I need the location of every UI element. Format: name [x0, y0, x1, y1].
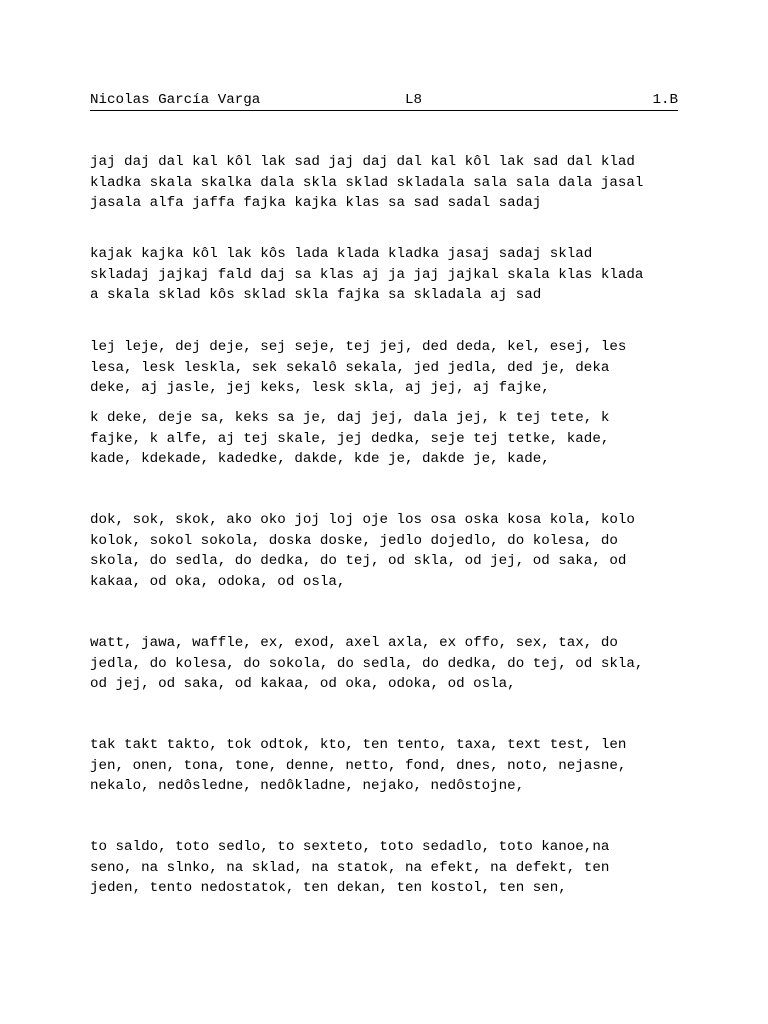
- text-line: to saldo, toto sedlo, to sexteto, toto sedadlo, toto kanoe,na: [90, 839, 610, 855]
- text-line: kakaa, od oka, odoka, od osla,: [90, 573, 346, 590]
- text-line: jen, onen, tona, tone, denne, netto, fond, dnes, noto, nejasne,: [90, 757, 627, 774]
- text-line: jaj daj dal kal kôl lak sad jaj daj dal kal kôl lak sad dal klad: [90, 154, 635, 170]
- paragraph-6: [90, 633, 678, 695]
- text-line: nekalo, nedôsledne, nedôkladne, nejako, nedôstojne,: [90, 778, 525, 795]
- paragraph-3: [90, 337, 678, 399]
- text-line: tak takt takto, tok odtok, kto, ten tento, taxa, text test, len: [90, 737, 627, 753]
- paragraph-7: [90, 735, 678, 797]
- text-line: od jej, od saka, od kakaa, od oka, odoka, od osla,: [90, 676, 516, 693]
- text-line: jeden, tento nedostatok, ten dekan, ten kostol, ten sen,: [90, 880, 567, 897]
- text-line: kade, kdekade, kadedke, dakde, kde je, dakde je, kade,: [90, 451, 550, 468]
- paragraph-4: [90, 408, 678, 470]
- text-line: kladka skala skalka dala skla sklad skladala sala sala dala jasal: [90, 174, 644, 191]
- text-line: dok, sok, skok, ako oko joj loj oje los osa oska kosa kola, kolo: [90, 512, 635, 528]
- author-name: Nicolas García Varga: [90, 92, 261, 108]
- text-line: lej leje, dej deje, sej seje, tej jej, ded deda, kel, esej, les: [90, 339, 627, 355]
- lesson-code: L8: [405, 92, 423, 108]
- paragraph-2: [90, 244, 678, 306]
- text-line: lesa, lesk leskla, sek sekalô sekala, jed jedla, ded je, deka: [90, 359, 610, 376]
- text-line: kajak kajka kôl lak kôs lada klada kladka jasaj sadaj sklad: [90, 246, 593, 262]
- text-line: deke, aj jasle, jej keks, lesk skla, aj jej, aj fajke,: [90, 380, 550, 397]
- text-line: jasala alfa jaffa fajka kajka klas sa sad sadal sadaj: [90, 195, 542, 212]
- paragraph-5: [90, 510, 678, 592]
- text-line: jedla, do kolesa, do sokola, do sedla, do dedka, do tej, od skla,: [90, 655, 644, 672]
- paragraph-8: [90, 837, 678, 899]
- text-line: a skala sklad kôs sklad skla fajka sa skladala aj sad: [90, 287, 542, 304]
- text-line: skola, do sedla, do dedka, do tej, od skla, od jej, od saka, od: [90, 553, 627, 570]
- text-line: fajke, k alfe, aj tej skale, jej dedka, seje tej tetke, kade,: [90, 430, 610, 447]
- text-line: seno, na slnko, na sklad, na statok, na efekt, na defekt, ten: [90, 859, 610, 876]
- text-line: kolok, sokol sokola, doska doske, jedlo dojedlo, do kolesa, do: [90, 532, 618, 549]
- text-line: watt, jawa, waffle, ex, exod, axel axla, ex offo, sex, tax, do: [90, 635, 618, 651]
- class-label: 1.B: [652, 92, 678, 108]
- document-header: [90, 90, 678, 111]
- paragraph-1: [90, 152, 678, 214]
- text-line: k deke, deje sa, keks sa je, daj jej, dala jej, k tej tete, k: [90, 410, 610, 426]
- text-line: skladaj jajkaj fald daj sa klas aj ja jaj jajkal skala klas klada: [90, 266, 644, 283]
